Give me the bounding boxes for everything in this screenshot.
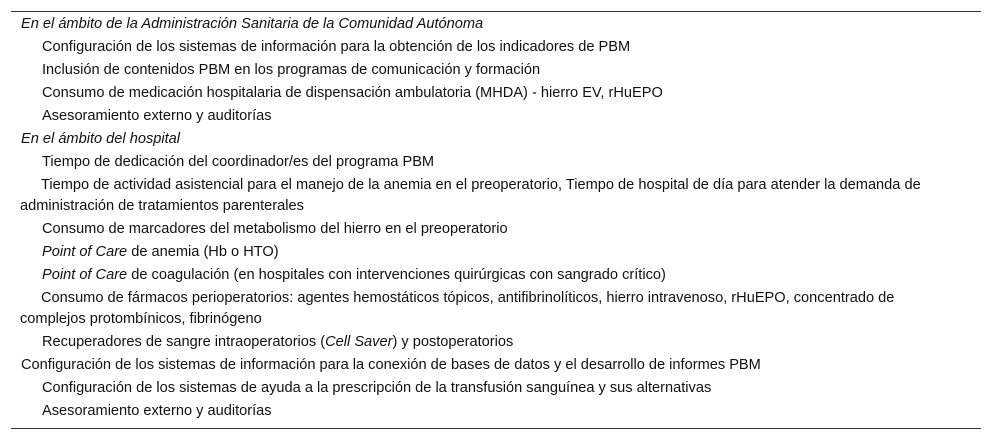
table-row xyxy=(11,241,981,264)
row-text: Consumo de medicación hospitalaria de dispensación ambulatoria (MHDA) - hierro EV, rHuEPO xyxy=(42,85,663,101)
row-text: ) y postoperatorios xyxy=(392,334,514,350)
table-row xyxy=(11,82,981,105)
row-text: de anemia (Hb o HTO) xyxy=(127,244,279,260)
row-text: Configuración de los sistemas de información para la obtención de los indicadores de PBM xyxy=(42,39,631,55)
table-row-plain xyxy=(11,354,981,377)
row-text-italic: Cell Saver xyxy=(325,334,393,350)
table-row xyxy=(11,151,981,174)
section-heading-text: En el ámbito de la Administración Sanitaria de la Comunidad Autónoma xyxy=(21,16,484,32)
row-text-italic: Point of Care xyxy=(42,267,128,283)
row-text: Inclusión de contenidos PBM en los programas de comunicación y formación xyxy=(42,62,541,78)
table-row xyxy=(11,377,981,400)
row-text: de coagulación (en hospitales con intervenciones quirúrgicas con sangrado crítico) xyxy=(127,267,666,283)
row-text: Tiempo de actividad asistencial para el manejo de la anemia en el preoperatorio, Tiempo de hospital de día para atender la demanda de administración de tratamientos parenterales xyxy=(20,177,921,214)
row-text-italic: Point of Care xyxy=(42,244,128,260)
row-text: Configuración de los sistemas de información para la conexión de bases de datos y el desarrollo de informes PBM xyxy=(21,357,761,373)
row-text: Consumo de fármacos perioperatorios: agentes hemostáticos tópicos, antifibrinolíticos, hierro intravenoso, rHuEPO, concentrado de complejos protombínicos, fibrinógeno xyxy=(20,290,895,327)
table-row xyxy=(11,287,981,331)
table-row xyxy=(11,105,981,128)
row-text: Asesoramiento externo y auditorías xyxy=(42,403,272,419)
table-row xyxy=(11,331,981,354)
table-row xyxy=(11,36,981,59)
table-row xyxy=(11,174,981,218)
row-text: Asesoramiento externo y auditorías xyxy=(42,108,272,124)
section-heading-administracion xyxy=(11,13,981,36)
section-heading-text: En el ámbito del hospital xyxy=(21,131,181,147)
table-row xyxy=(11,264,981,287)
row-text: Consumo de marcadores del metabolismo del hierro en el preoperatorio xyxy=(42,221,508,237)
table-row xyxy=(11,400,981,423)
row-text: Tiempo de dedicación del coordinador/es del programa PBM xyxy=(42,154,435,170)
row-text: Configuración de los sistemas de ayuda a la prescripción de la transfusión sanguínea y sus alternativas xyxy=(42,380,712,396)
table-row xyxy=(11,59,981,82)
cost-items-table xyxy=(11,11,981,429)
section-heading-hospital xyxy=(11,128,981,151)
row-text: Recuperadores de sangre intraoperatorios ( xyxy=(42,334,326,350)
table-row xyxy=(11,218,981,241)
